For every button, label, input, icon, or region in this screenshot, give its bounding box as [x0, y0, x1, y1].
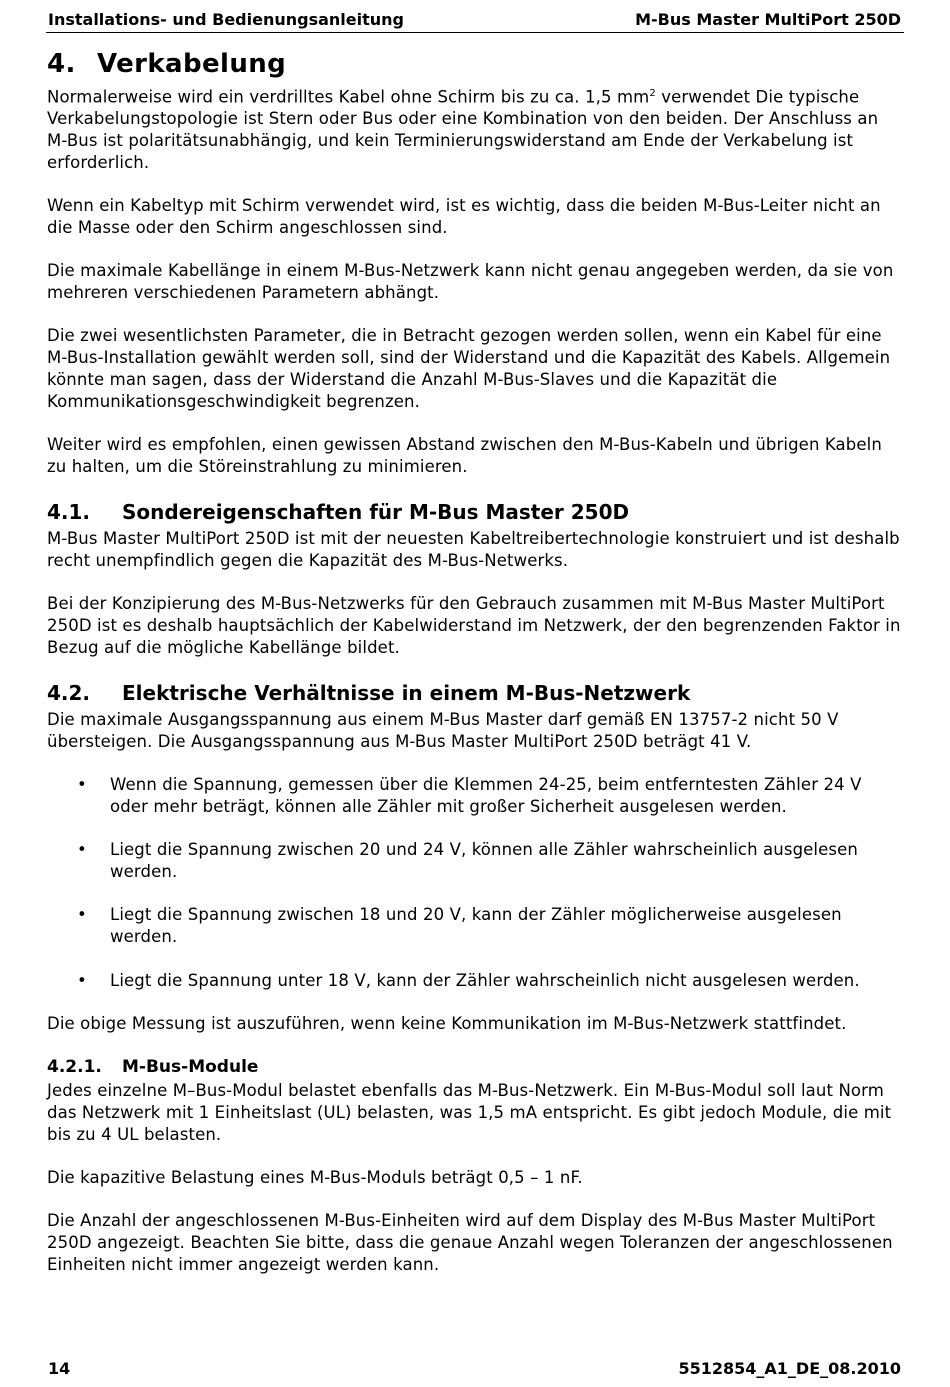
list-item-text: Wenn die Spannung, gemessen über die Klemmen 24-25, beim entferntesten Zähler 24 V oder mehr beträgt, können alle Zähler mit großer Sicherheit ausgelesen werden. [110, 775, 862, 817]
page-header [46, 8, 904, 33]
section-4-paragraph-3: Die maximale Kabellänge in einem M-Bus-Netzwerk kann nicht genau angegeben werden, da sie von mehreren verschiedenen Parametern abhängt. [47, 261, 894, 303]
section-4-2-1-paragraph-2: Die kapazitive Belastung eines M-Bus-Moduls beträgt 0,5 – 1 nF. [47, 1168, 583, 1187]
section-4-2-1-paragraph-1: Jedes einzelne M–Bus-Modul belastet ebenfalls das M-Bus-Netzwerk. Ein M-Bus-Modul soll laut Norm das Netzwerk mit 1 Einheitslast (UL) belasten, was 1,5 mA entspricht. Es gibt jedoch Module, die mit bis zu 4 UL belasten. [47, 1081, 892, 1144]
bullet-marker: • [77, 840, 87, 860]
section-4-p1-superscript: 2 [649, 88, 656, 99]
section-4-1-paragraph-2: Bei der Konzipierung des M-Bus-Netzwerks für den Gebrauch zusammen mit M-Bus Master MultiPort 250D ist es deshalb hauptsächlich der Kabelwiderstand im Netzwerk, der den begrenzenden Faktor in Bezug auf die mögliche Kabellänge bildet. [47, 594, 901, 657]
section-4-2-title: Elektrische Verhältnisse in einem M-Bus-Netzwerk [122, 681, 691, 706]
section-4-2-1-paragraph-3: Die Anzahl der angeschlossenen M-Bus-Einheiten wird auf dem Display des M-Bus Master MultiPort 250D angezeigt. Beachten Sie bitte, dass die genaue Anzahl wegen Toleranzen der angeschlossenen Einheiten nicht immer angezeigt werden kann. [47, 1211, 893, 1274]
footer-page-number: 14 [48, 1359, 71, 1378]
list-item-text: Liegt die Spannung unter 18 V, kann der Zähler wahrscheinlich nicht ausgelesen werden. [110, 970, 860, 990]
section-4-paragraph-1 [47, 83, 903, 174]
bullet-marker: • [77, 775, 87, 795]
section-4-2-paragraph-1: Die maximale Ausgangsspannung aus einem M-Bus Master darf gemäß EN 13757-2 nicht 50 V übersteigen. Die Ausgangsspannung aus M-Bus Master MultiPort 250D beträgt 41 V. [47, 710, 839, 751]
section-4-2-number: 4.2. [47, 681, 91, 706]
list-item-text: Liegt die Spannung zwischen 18 und 20 V, kann der Zähler möglicherweise ausgelesen werden. [110, 905, 842, 947]
footer-document-id: 5512854_A1_DE_08.2010 [678, 1359, 901, 1378]
section-4-2-paragraph-2: Die obige Messung ist auszuführen, wenn keine Kommunikation im M-Bus-Netzwerk stattfindet. [47, 1013, 847, 1033]
section-4-2-1-title: M-Bus-Module [122, 1057, 259, 1078]
list-item [47, 970, 903, 992]
section-4-1-paragraph-1: M-Bus Master MultiPort 250D ist mit der neuesten Kabeltreibertechnologie konstruiert und ist deshalb recht unempfindlich gegen die Kapazität des M-Bus-Netwerks. [47, 529, 900, 570]
list-item [47, 774, 903, 818]
section-4-p1-text-b: verwendet Die typische Verkabelungstopologie ist Stern oder Bus oder eine Kombination von den beiden. Der Anschluss an M-Bus ist polaritätsunabhängig, und kein Terminierungswiderstand am Ende der Verkabelung ist erforderlich. [47, 87, 879, 172]
section-4-2-1-number: 4.2.1. [47, 1057, 102, 1078]
section-4-title: Verkabelung [97, 49, 287, 79]
section-4-heading [47, 48, 903, 80]
section-4-1-number: 4.1. [47, 500, 91, 525]
section-4-paragraph-4: Die zwei wesentlichsten Parameter, die in Betracht gezogen werden sollen, wenn ein Kabel für eine M-Bus-Installation gewählt werden soll, sind der Widerstand und die Kapazität des Kabels. Allgemein könnte man sagen, dass der Widerstand die Anzahl M-Bus-Slaves und die Kapazität die Kommunikationsgeschwindigkeit begrenzen. [47, 326, 891, 411]
section-4-paragraph-5: Weiter wird es empfohlen, einen gewissen Abstand zwischen den M-Bus-Kabeln und übrigen Kabeln zu halten, um die Störeinstrahlung zu minimieren. [47, 435, 882, 476]
header-document-title: Installations- und Bedienungsanleitung [48, 10, 405, 29]
section-4-number: 4. [47, 49, 76, 79]
header-product-name: M-Bus Master MultiPort 250D [635, 10, 901, 29]
voltage-bullet-list [47, 774, 903, 991]
section-4-2-heading [47, 680, 903, 706]
bullet-marker: • [77, 970, 87, 990]
section-4-2-1-heading [47, 1056, 903, 1078]
list-item [47, 839, 903, 883]
section-4-1-heading [47, 499, 903, 525]
list-item [47, 904, 903, 948]
section-4-1-title: Sondereigenschaften für M-Bus Master 250D [122, 500, 630, 525]
list-item-text: Liegt die Spannung zwischen 20 und 24 V, können alle Zähler wahrscheinlich ausgelesen werden. [110, 840, 858, 882]
section-4-paragraph-2: Wenn ein Kabeltyp mit Schirm verwendet wird, ist es wichtig, dass die beiden M-Bus-Leiter nicht an die Masse oder den Schirm angeschlossen sind. [47, 196, 881, 237]
bullet-marker: • [77, 905, 87, 925]
section-4-p1-text-a: Normalerweise wird ein verdrilltes Kabel ohne Schirm bis zu ca. 1,5 mm [47, 87, 650, 107]
page-content [47, 44, 903, 1297]
